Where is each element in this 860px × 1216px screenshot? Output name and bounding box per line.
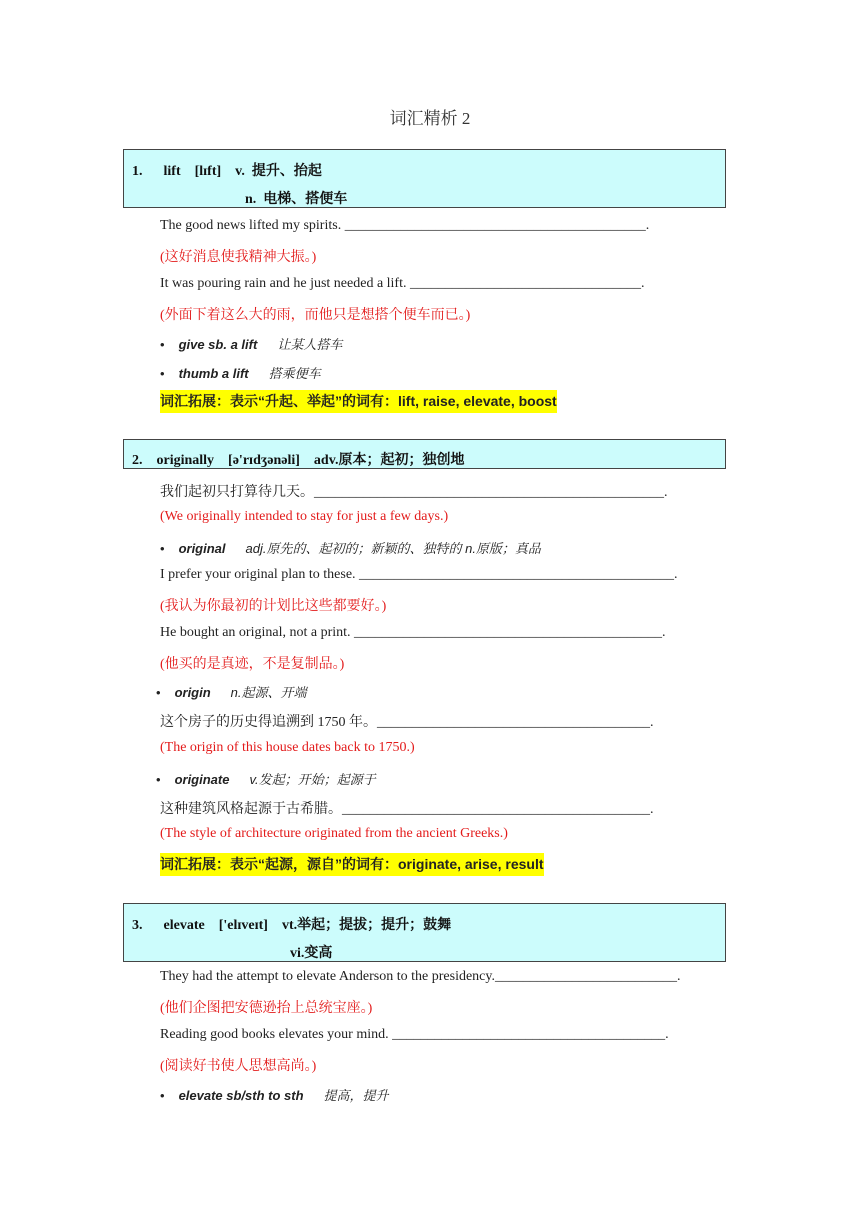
entry-header-lift xyxy=(123,149,726,208)
example-sentence: Reading good books elevates your mind. _______________________________________. xyxy=(160,1027,669,1042)
vocab-extension: 词汇拓展：表示“起源，源自”的词有：originate, arise, result xyxy=(160,853,544,876)
vocab-extension: 词汇拓展：表示“升起、举起”的词有：lift, raise, elevate, boost xyxy=(160,390,557,413)
example-sentence: 这个房子的历史得追溯到 1750 年。_______________________________________. xyxy=(160,715,654,730)
example-sentence: He bought an original, not a print. ____________________________________________. xyxy=(160,625,666,640)
phrase-term: originate xyxy=(174,772,230,787)
page-title: 词汇精析 2 xyxy=(389,109,471,128)
bullet-icon: • xyxy=(156,772,161,787)
entry-header-originally xyxy=(123,439,726,469)
translation: (他们企图把安德逊抬上总统宝座。) xyxy=(160,1001,373,1016)
translation: (We originally intended to stay for just a few days.) xyxy=(160,509,449,524)
phrase-item xyxy=(160,1085,389,1104)
bullet-icon: • xyxy=(160,541,165,556)
translation: (外面下着这么大的雨，而他只是想搭个便车而已。) xyxy=(160,308,471,323)
phrase-meaning: adj.原先的、起初的；新颖的、独特的 n.原版；真品 xyxy=(245,541,541,556)
translation: (这好消息使我精神大振。) xyxy=(160,250,317,265)
bullet-icon: • xyxy=(156,685,161,700)
phrase-term: thumb a lift xyxy=(178,366,249,381)
translation: (阅读好书使人思想高尚。) xyxy=(160,1059,317,1074)
entry-head-line-1: 2. originally [ə'rɪdʒənəli] adv.原本；起初；独创地 xyxy=(132,453,465,468)
bullet-icon: • xyxy=(160,337,165,352)
phrase-item xyxy=(160,363,321,382)
example-sentence: 这种建筑风格起源于古希腊。____________________________________________. xyxy=(160,802,654,817)
example-sentence: 我们起初只打算待几天。__________________________________________________. xyxy=(160,485,668,500)
entry-header-elevate xyxy=(123,903,726,962)
example-sentence: It was pouring rain and he just needed a lift. _________________________________. xyxy=(160,276,645,291)
entry-head-line-2: n. 电梯、搭便车 xyxy=(245,192,348,207)
translation: (The style of architecture originated from the ancient Greeks.) xyxy=(160,826,508,841)
bullet-icon: • xyxy=(160,366,165,381)
phrase-term: elevate sb/sth to sth xyxy=(178,1088,304,1103)
example-sentence: I prefer your original plan to these. _____________________________________________. xyxy=(160,567,678,582)
phrase-item xyxy=(160,334,342,353)
entry-head-line-2: vi.变高 xyxy=(290,946,333,961)
translation: (我认为你最初的计划比这些都要好。) xyxy=(160,599,387,614)
example-sentence: The good news lifted my spirits. ___________________________________________. xyxy=(160,218,650,233)
bullet-icon: • xyxy=(160,1088,165,1103)
phrase-meaning: n.起源、开端 xyxy=(230,685,307,700)
phrase-term: origin xyxy=(174,685,211,700)
phrase-meaning: v.发起；开始；起源于 xyxy=(249,772,376,787)
phrase-meaning: 提高，提升 xyxy=(323,1088,389,1103)
phrase-meaning: 搭乘便车 xyxy=(268,366,321,381)
phrase-term: give sb. a lift xyxy=(178,337,258,352)
entry-head-line-1: 1. lift [lɪft] v. 提升、抬起 xyxy=(132,164,322,179)
example-sentence: They had the attempt to elevate Anderson to the presidency.__________________________. xyxy=(160,969,681,984)
phrase-term: original xyxy=(178,541,226,556)
phrase-meaning: 让某人搭车 xyxy=(277,337,343,352)
translation: (他买的是真迹，不是复制品。) xyxy=(160,657,345,672)
phrase-item xyxy=(156,682,307,701)
entry-head-line-1: 3. elevate ['elɪveɪt] vt.举起；提拔；提升；鼓舞 xyxy=(132,918,452,933)
translation: (The origin of this house dates back to 1750.) xyxy=(160,740,415,755)
phrase-item xyxy=(156,769,376,788)
phrase-item xyxy=(160,538,541,557)
